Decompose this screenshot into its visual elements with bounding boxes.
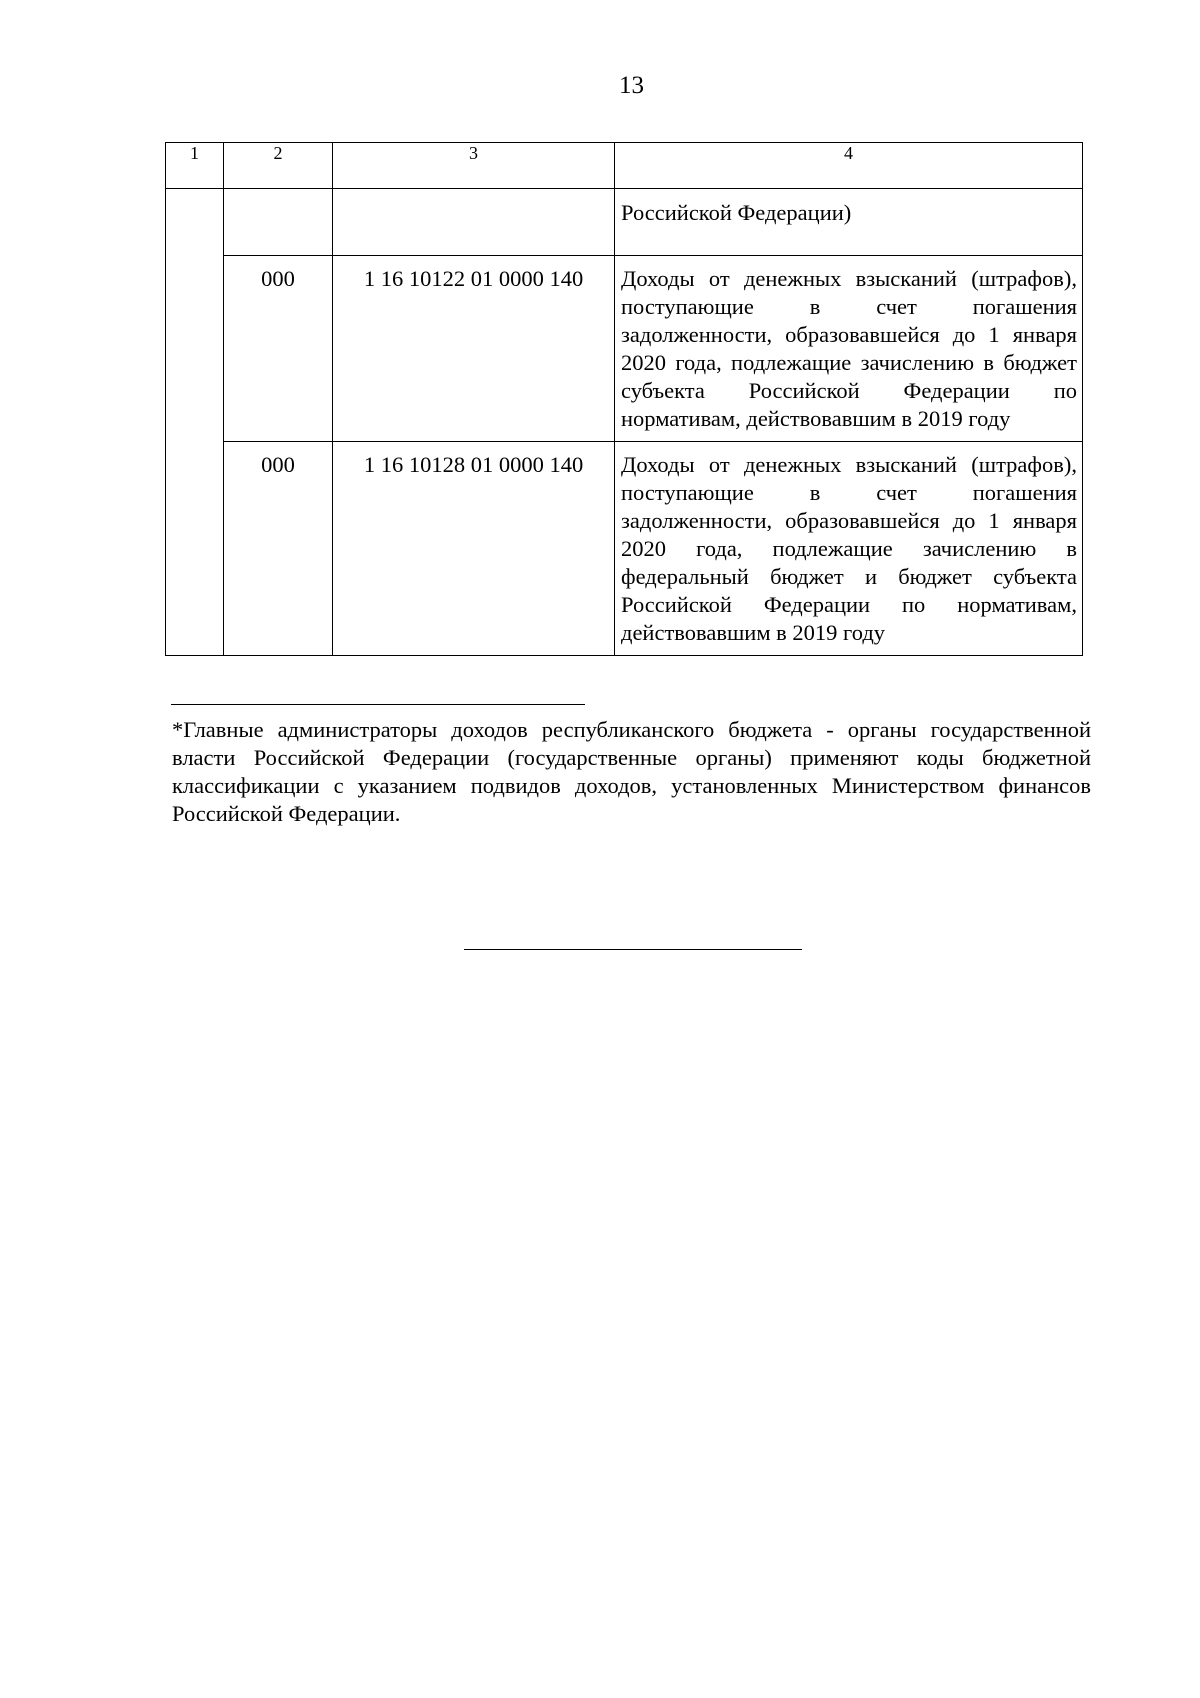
admin-code-cell: 000 bbox=[224, 256, 333, 442]
budget-classification-table bbox=[165, 142, 1083, 656]
merged-column-1-cell bbox=[166, 189, 224, 656]
empty-kbk-cell bbox=[333, 189, 615, 256]
admin-code-cell: 000 bbox=[224, 442, 333, 656]
table-row bbox=[166, 442, 1083, 656]
column-header-2: 2 bbox=[224, 143, 333, 189]
table-row bbox=[166, 256, 1083, 442]
page-number: 13 bbox=[619, 72, 644, 99]
footnote-separator bbox=[171, 704, 585, 705]
table-header-row bbox=[166, 143, 1083, 189]
table-row-continuation bbox=[166, 189, 1083, 256]
continuation-description: Российской Федерации) bbox=[615, 189, 1083, 256]
income-description-cell: Доходы от денежных взысканий (штрафов), поступающие в счет погашения задолженности, образовавшейся до 1 января 2020 года, подлежащие зачислению в федеральный бюджет и бюджет субъекта Российской Федерации по нормативам, действовавшим в 2019 году bbox=[615, 442, 1083, 656]
kbk-code-cell: 1 16 10122 01 0000 140 bbox=[333, 256, 615, 442]
income-description-cell: Доходы от денежных взысканий (штрафов), поступающие в счет погашения задолженности, образовавшейся до 1 января 2020 года, подлежащие зачислению в бюджет субъекта Российской Федерации по нормативам, действовавшим в 2019 году bbox=[615, 256, 1083, 442]
kbk-code-cell: 1 16 10128 01 0000 140 bbox=[333, 442, 615, 656]
column-header-1: 1 bbox=[166, 143, 224, 189]
footnote-text: *Главные администраторы доходов республиканского бюджета - органы государственной власти Российской Федерации (государственные органы) применяют коды бюджетной классификации с указанием подвидов доходов, установленных Министерством финансов Российской Федерации. bbox=[172, 717, 1091, 826]
empty-admin-code-cell bbox=[224, 189, 333, 256]
end-of-document-rule bbox=[464, 949, 802, 950]
column-header-4: 4 bbox=[615, 143, 1083, 189]
column-header-3: 3 bbox=[333, 143, 615, 189]
